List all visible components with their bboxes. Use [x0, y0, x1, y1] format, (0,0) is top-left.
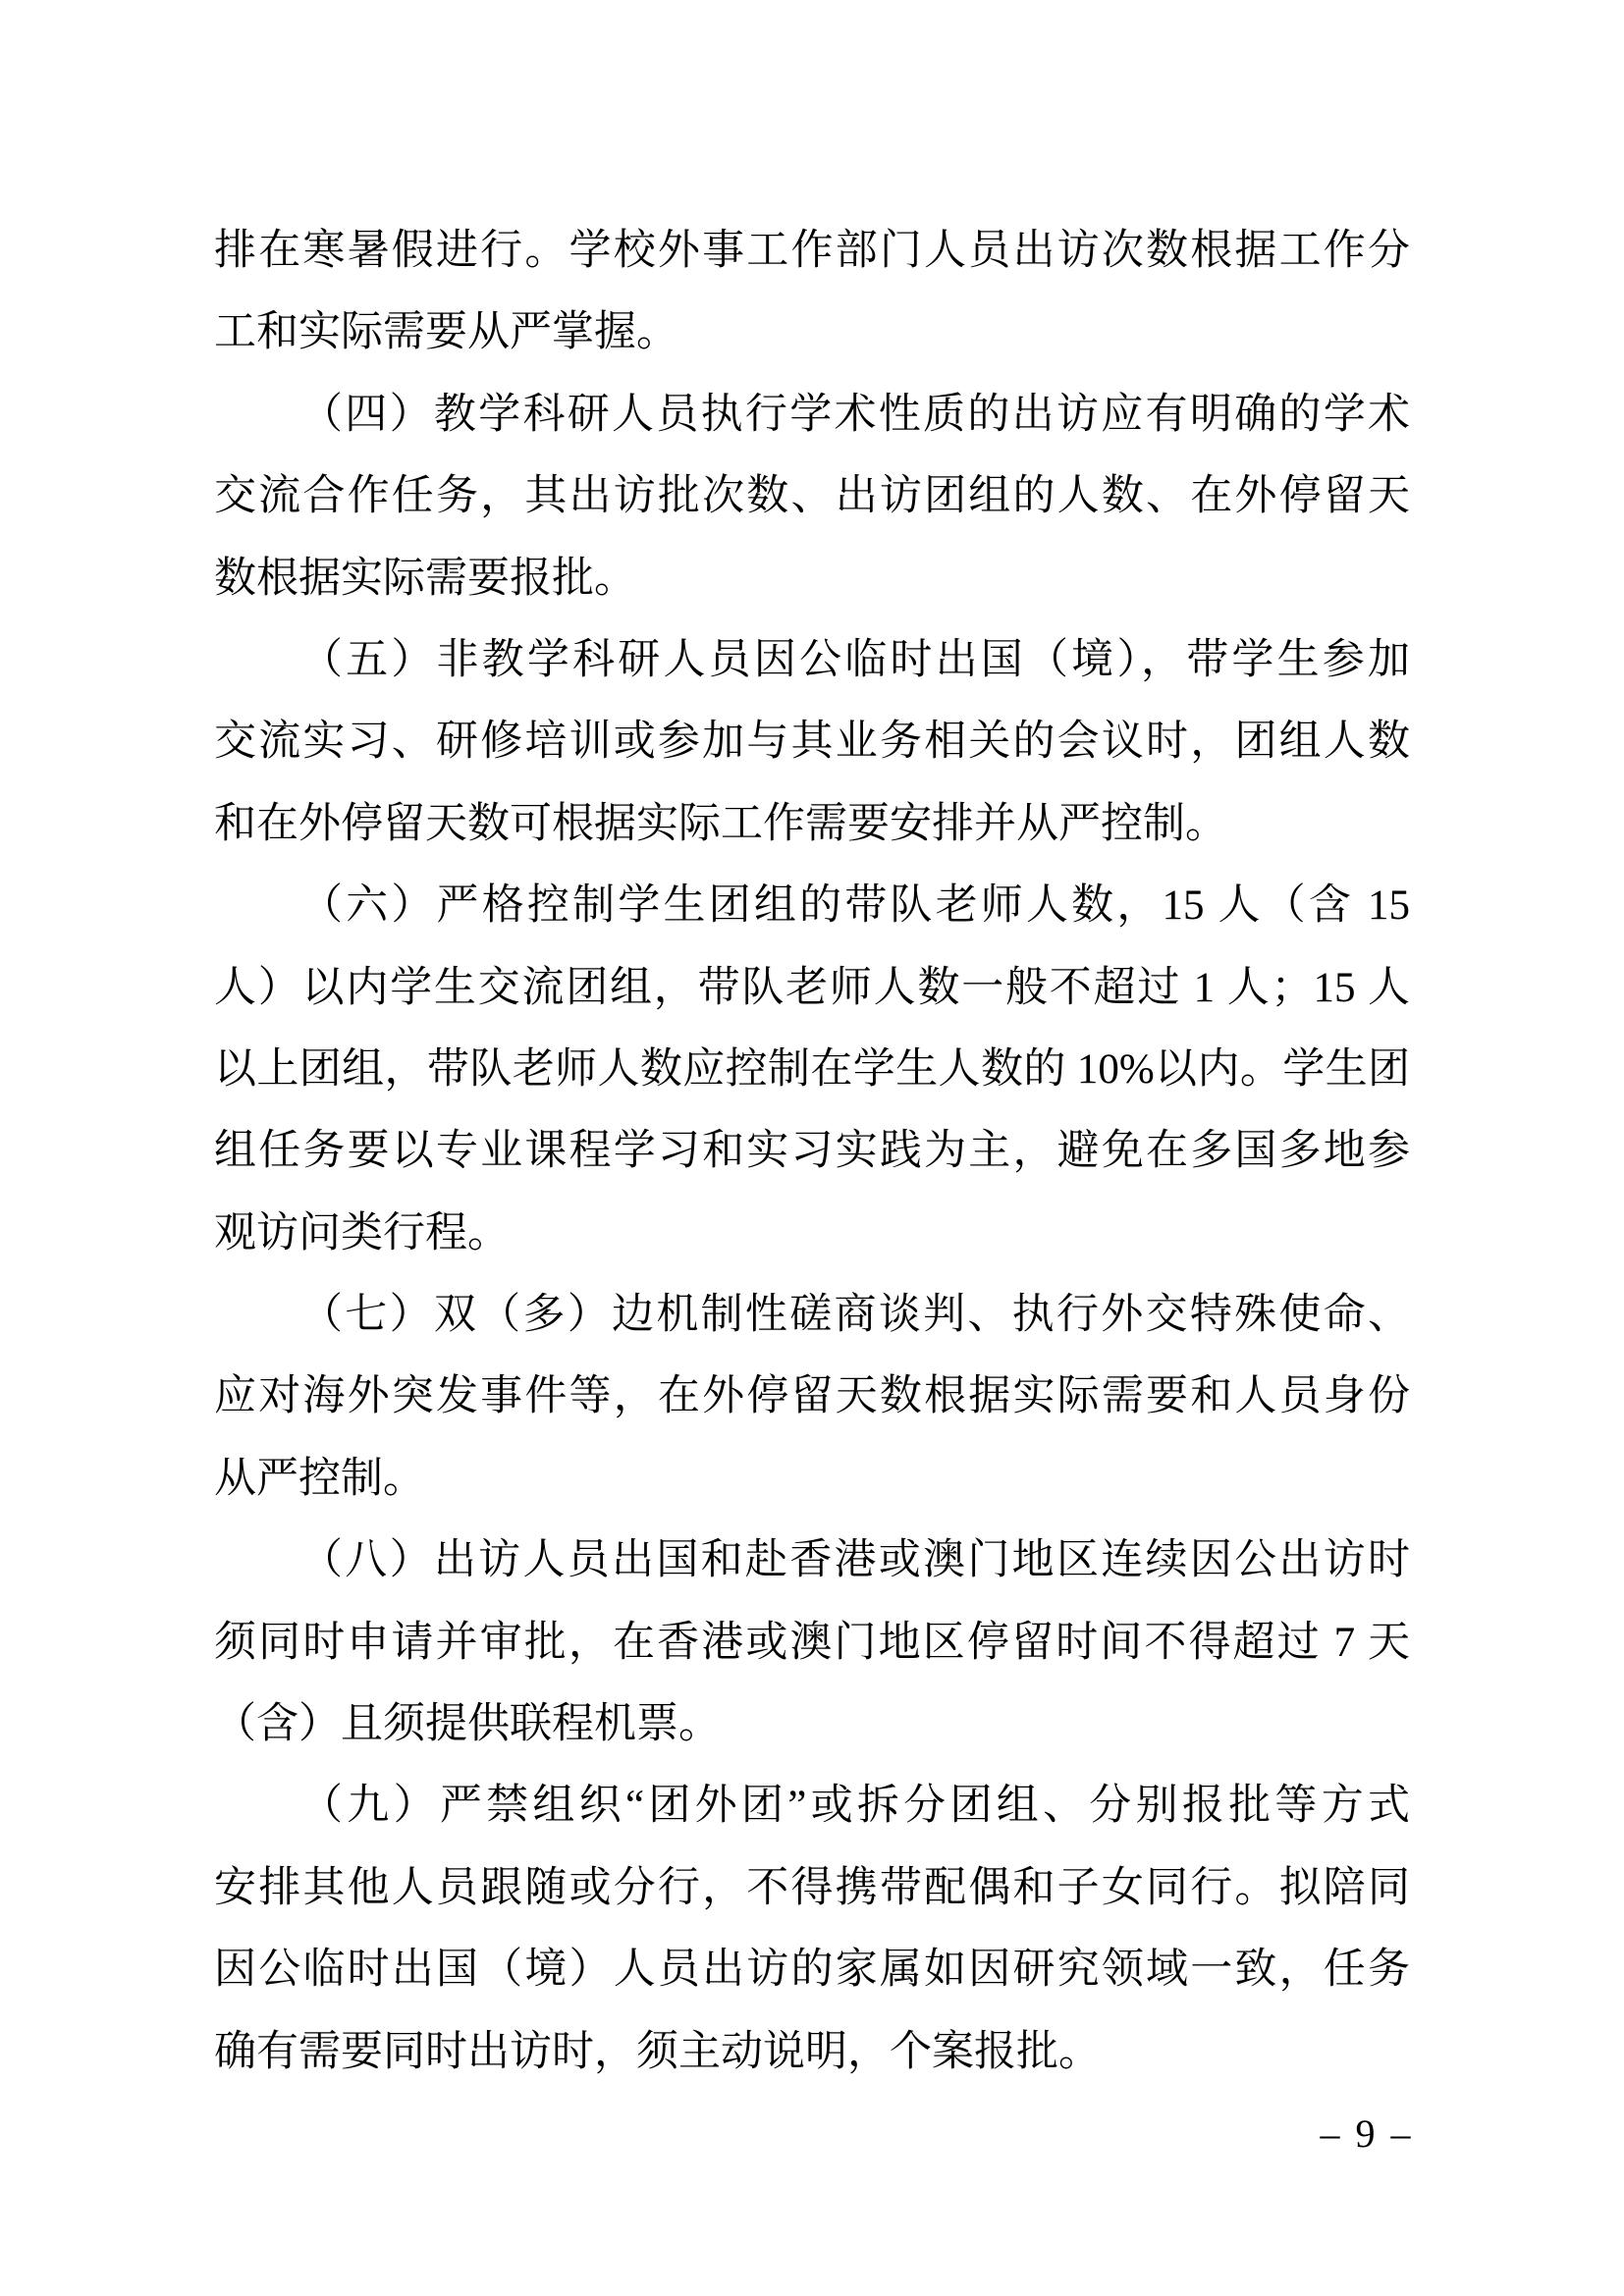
text-line: 排在寒暑假进行。学校外事工作部门人员出访次数根据工作分 [214, 228, 1410, 274]
text-line: （四）教学科研人员执行学术性质的出访应有明确的学术 [300, 391, 1410, 438]
text-line: 和在外停留天数可根据实际工作需要安排并从严控制。 [214, 800, 1227, 847]
text-line: 因公临时出国（境）人员出访的家属如因研究领域一致，任务 [214, 1947, 1410, 1994]
text-line: （八）出访人员出国和赴香港或澳门地区连续因公出访时 [300, 1537, 1410, 1584]
text-line: 以上团组，带队老师人数应控制在学生人数的 10%以内。学生团 [214, 1045, 1410, 1093]
text-line: （九）严禁组织“团外团”或拆分团组、分别报批等方式 [300, 1783, 1410, 1830]
text-line: （六）严格控制学生团组的带队老师人数，15 人（含 15 [300, 882, 1410, 930]
text-line: 交流实习、研修培训或参加与其业务相关的会议时，团组人数 [214, 719, 1410, 766]
text-line: 应对海外突发事件等，在外停留天数根据实际需要和人员身份 [214, 1373, 1410, 1420]
text-line: （含）且须提供联程机票。 [214, 1701, 721, 1748]
text-line: 观访问类行程。 [214, 1209, 510, 1256]
text-line: 交流合作任务，其出访批次数、出访团组的人数、在外停留天 [214, 473, 1410, 520]
text-line: 从严控制。 [214, 1455, 425, 1502]
text-line: 须同时申请并审批，在香港或澳门地区停留时间不得超过 7 天 [214, 1619, 1410, 1666]
text-line: 工和实际需要从严掌握。 [214, 309, 678, 356]
text-line: （七）双（多）边机制性磋商谈判、执行外交特殊使命、 [300, 1292, 1410, 1339]
text-line: 组任务要以专业课程学习和实习实践为主，避免在多国多地参 [214, 1128, 1410, 1175]
page-number: – 9 – [1320, 2111, 1414, 2156]
text-line: 确有需要同时出访时，须主动说明，个案报批。 [214, 2028, 1101, 2075]
text-line: 人）以内学生交流团组，带队老师人数一般不超过 1 人；15 人 [214, 964, 1410, 1011]
document-body [214, 210, 1410, 2093]
text-line: 安排其他人员跟随或分行，不得携带配偶和子女同行。拟陪同 [214, 1864, 1410, 1911]
text-line: （五）非教学科研人员因公临时出国（境），带学生参加 [300, 636, 1410, 683]
text-line: 数根据实际需要报批。 [214, 555, 636, 602]
